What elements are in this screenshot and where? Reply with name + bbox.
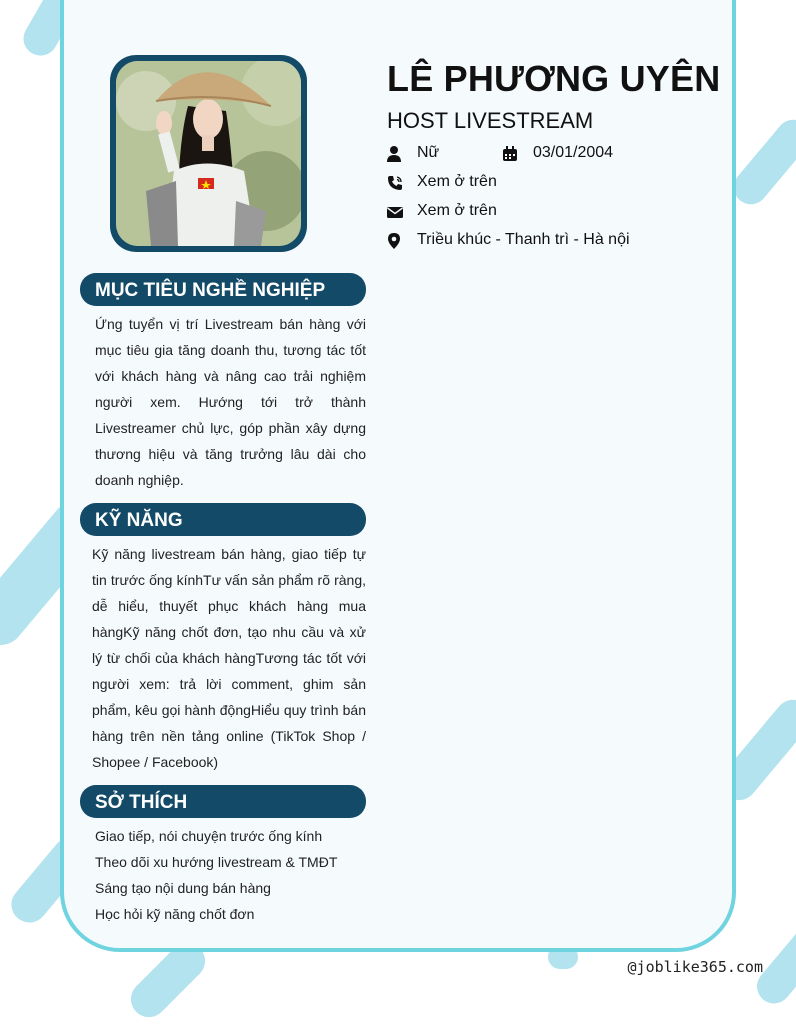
phone-icon — [387, 175, 401, 191]
avatar-illustration — [116, 61, 301, 246]
envelope-icon — [387, 204, 401, 220]
hobby-item: Sáng tạo nội dung bán hàng — [95, 880, 271, 896]
phone-value: Xem ở trên — [417, 173, 497, 190]
hobbies-heading: SỞ THÍCH — [80, 785, 366, 818]
skills-text: Kỹ năng livestream bán hàng, giao tiếp tự tin trước ống kínhTư vấn sản phẩm rõ ràng, dễ hiểu, thuyết phục khách hàng mua hàngKỹ năng chốt đơn, tạo nhu cầu và xử lý từ chối của khách hàngTương tác tốt với người xem: trả lời comment, ghim sản phẩm, kêu gọi hành độngHiểu quy trình bán hàng trên nền tảng online (TikTok Shop / Shopee / Facebook) — [92, 546, 366, 770]
calendar-icon — [502, 146, 518, 162]
hobby-item: Giao tiếp, nói chuyện trước ống kính — [95, 828, 323, 844]
hobby-item: Học hỏi kỹ năng chốt đơn — [95, 906, 255, 922]
avatar-frame — [110, 55, 307, 252]
avatar — [116, 61, 301, 246]
skills-heading: KỸ NĂNG — [80, 503, 366, 536]
map-pin-icon — [387, 233, 401, 249]
objective-text: Ứng tuyển vị trí Livestream bán hàng với mục tiêu gia tăng doanh thu, tương tác tốt với khách hàng và nâng cao trải nghiệm người xem. Hướng tới trở thành Livestreamer chủ lực, góp phần xây dựng thương hiệu và tăng trưởng lâu dài cho doanh nghiệp. — [95, 316, 366, 488]
decor-stripe — [727, 113, 796, 211]
job-title: HOST LIVESTREAM — [387, 108, 594, 133]
address-value: Triều khúc - Thanh trì - Hà nội — [417, 231, 630, 248]
dob-value: 03/01/2004 — [533, 144, 614, 161]
objective-heading: MỤC TIÊU NGHỀ NGHIỆP — [80, 273, 366, 306]
candidate-name: LÊ PHƯƠNG UYÊN — [387, 58, 721, 99]
hobby-item: Theo dõi xu hướng livestream & TMĐT — [95, 854, 338, 870]
watermark-text: @joblike365.com — [627, 958, 763, 976]
gender-value: Nữ — [417, 144, 440, 161]
email-value: Xem ở trên — [417, 202, 497, 219]
person-icon — [387, 146, 401, 162]
